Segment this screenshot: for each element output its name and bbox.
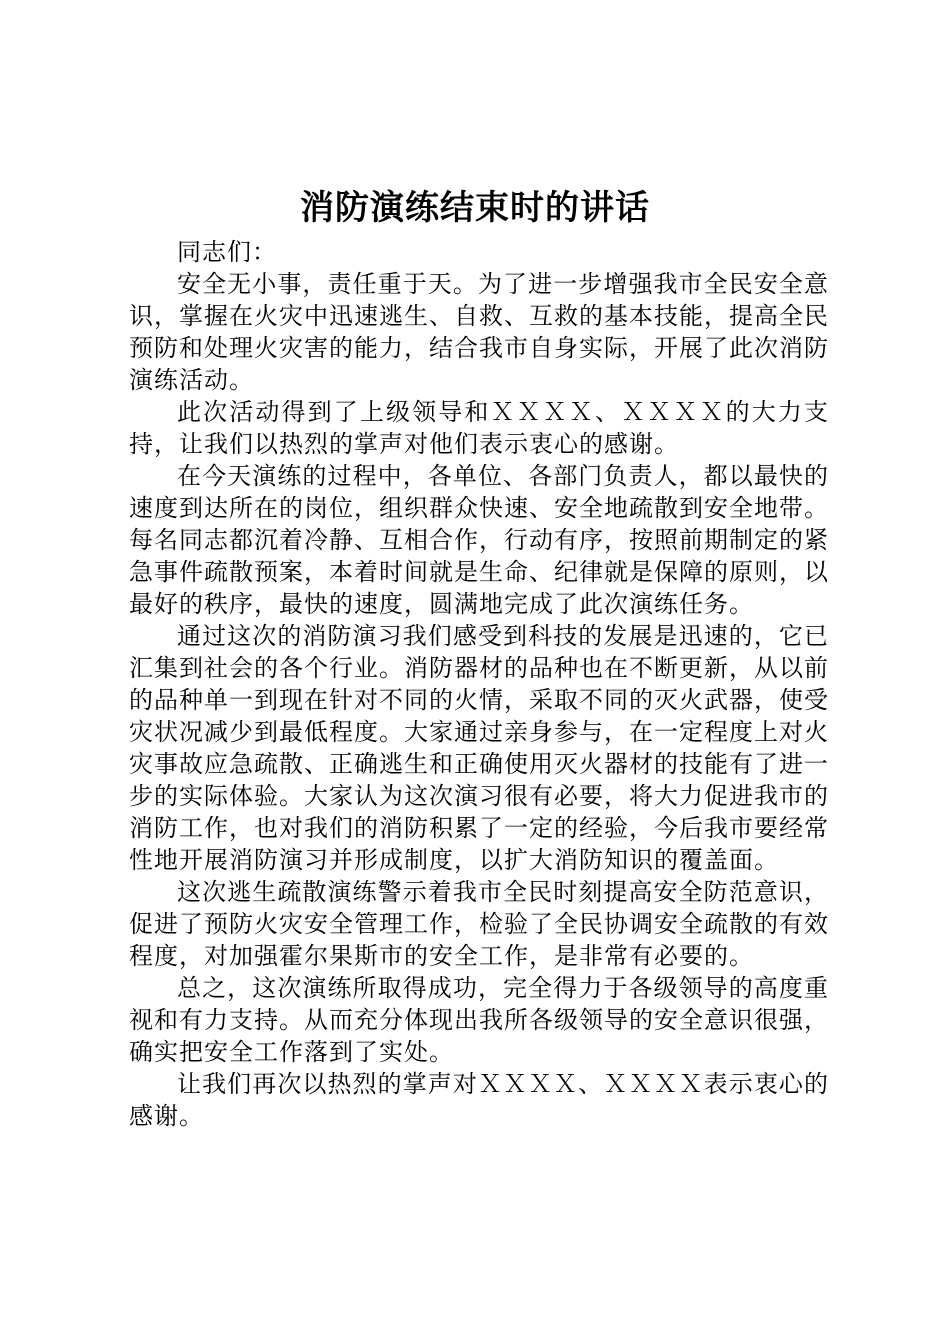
paragraph: 让我们再次以热烈的掌声对ＸＸＸＸ、ＸＸＸＸ表示衷心的感谢。 <box>129 1070 829 1130</box>
paragraph: 总之，这次演练所取得成功，完全得力于各级领导的高度重视和有力支持。从而充分体现出我所各级领导的安全意识很强，确实把安全工作落到了实处。 <box>129 974 829 1066</box>
paragraph: 在今天演练的过程中，各单位、各部门负责人，都以最快的速度到达所在的岗位，组织群众快速、安全地疏散到安全地带。每名同志都沉着冷静、互相合作，行动有序，按照前期制定的紧急事件疏散预案，本着时间就是生命、纪律就是保障的原则，以最好的秩序，最快的速度，圆满地完成了此次演练任务。 <box>129 462 829 618</box>
paragraph: 此次活动得到了上级领导和ＸＸＸＸ、ＸＸＸＸ的大力支持，让我们以热烈的掌声对他们表示衷心的感谢。 <box>129 398 829 458</box>
paragraph: 安全无小事，责任重于天。为了进一步增强我市全民安全意识，掌握在火灾中迅速逃生、自救、互救的基本技能，提高全民预防和处理火灾害的能力，结合我市自身实际，开展了此次消防演练活动。 <box>129 270 829 394</box>
document-title: 消防演练结束时的讲话 <box>300 188 650 228</box>
paragraph: 这次逃生疏散演练警示着我市全民时刻提高安全防范意识，促进了预防火灾安全管理工作，检验了全民协调安全疏散的有效程度，对加强霍尔果斯市的安全工作，是非常有必要的。 <box>129 878 829 970</box>
salutation: 同志们： <box>177 238 277 266</box>
paragraph: 通过这次的消防演习我们感受到科技的发展是迅速的，它已汇集到社会的各个行业。消防器材的品种也在不断更新，从以前的品种单一到现在针对不同的火情，采取不同的灭火武器，使受灾状况减少到最低程度。大家通过亲身参与，在一定程度上对火灾事故应急疏散、正确逃生和正确使用灭火器材的技能有了进一步的实际体验。大家认为这次演习很有必要，将大力促进我市的消防工作，也对我们的消防积累了一定的经验，今后我市要经常性地开展消防演习并形成制度，以扩大消防知识的覆盖面。 <box>129 622 829 874</box>
document-body <box>129 236 829 1132</box>
